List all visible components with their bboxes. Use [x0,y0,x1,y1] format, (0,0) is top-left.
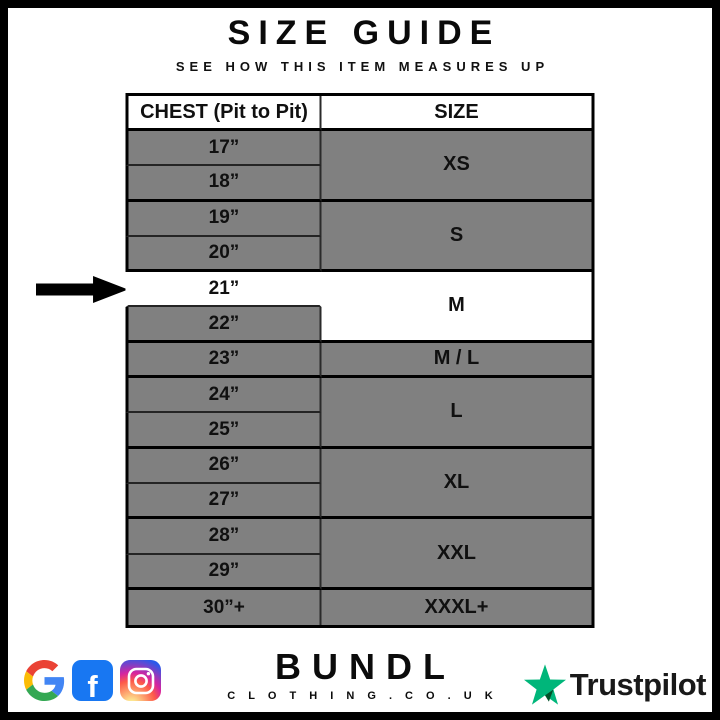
size-cell-s: S [322,202,592,273]
chest-cell-19: 19” [126,202,322,237]
brand-domain: C L O T H I N G . C O . U K [227,690,498,702]
instagram-icon [120,660,161,701]
page-subtitle: SEE HOW THIS ITEM MEASURES UP [175,59,550,74]
size-table [126,93,595,628]
chest-cell-21-highlighted: 21” [126,272,322,307]
chest-cell-25: 25” [126,413,322,448]
size-cell-xl: XL [322,449,592,520]
chest-cell-30-plus: 30”+ [126,590,322,625]
google-icon [24,660,65,701]
facebook-icon [72,660,113,704]
social-icons [24,660,161,704]
size-cell-m-l: M / L [322,343,592,378]
column-header-chest: CHEST (Pit to Pit) [126,96,322,131]
size-cell-xs: XS [322,131,592,202]
chest-cell-22: 22” [126,307,322,342]
chest-cell-17: 17” [126,131,322,166]
page-title: SIZE GUIDE [227,14,501,52]
trustpilot-logo [524,664,706,705]
chest-cell-24: 24” [126,378,322,413]
brand-logo [222,646,497,702]
trustpilot-label: Trustpilot [569,666,706,702]
chest-cell-28: 28” [126,519,322,554]
trustpilot-star-icon [524,664,566,705]
chest-cell-29: 29” [126,555,322,590]
size-cell-l: L [322,378,592,449]
highlight-arrow-icon [36,276,128,303]
brand-name: BUNDL [275,646,456,687]
size-cell-xxl: XXL [322,519,592,590]
chest-cell-18: 18” [126,166,322,201]
size-cell-m-highlighted: M [322,272,592,343]
chest-cell-20: 20” [126,237,322,272]
facebook-f-glyph: f [87,668,98,704]
column-header-size: SIZE [322,96,592,131]
chest-cell-26: 26” [126,449,322,484]
chest-cell-23: 23” [126,343,322,378]
size-cell-xxxl-plus: XXXL+ [322,590,592,625]
chest-cell-27: 27” [126,484,322,519]
